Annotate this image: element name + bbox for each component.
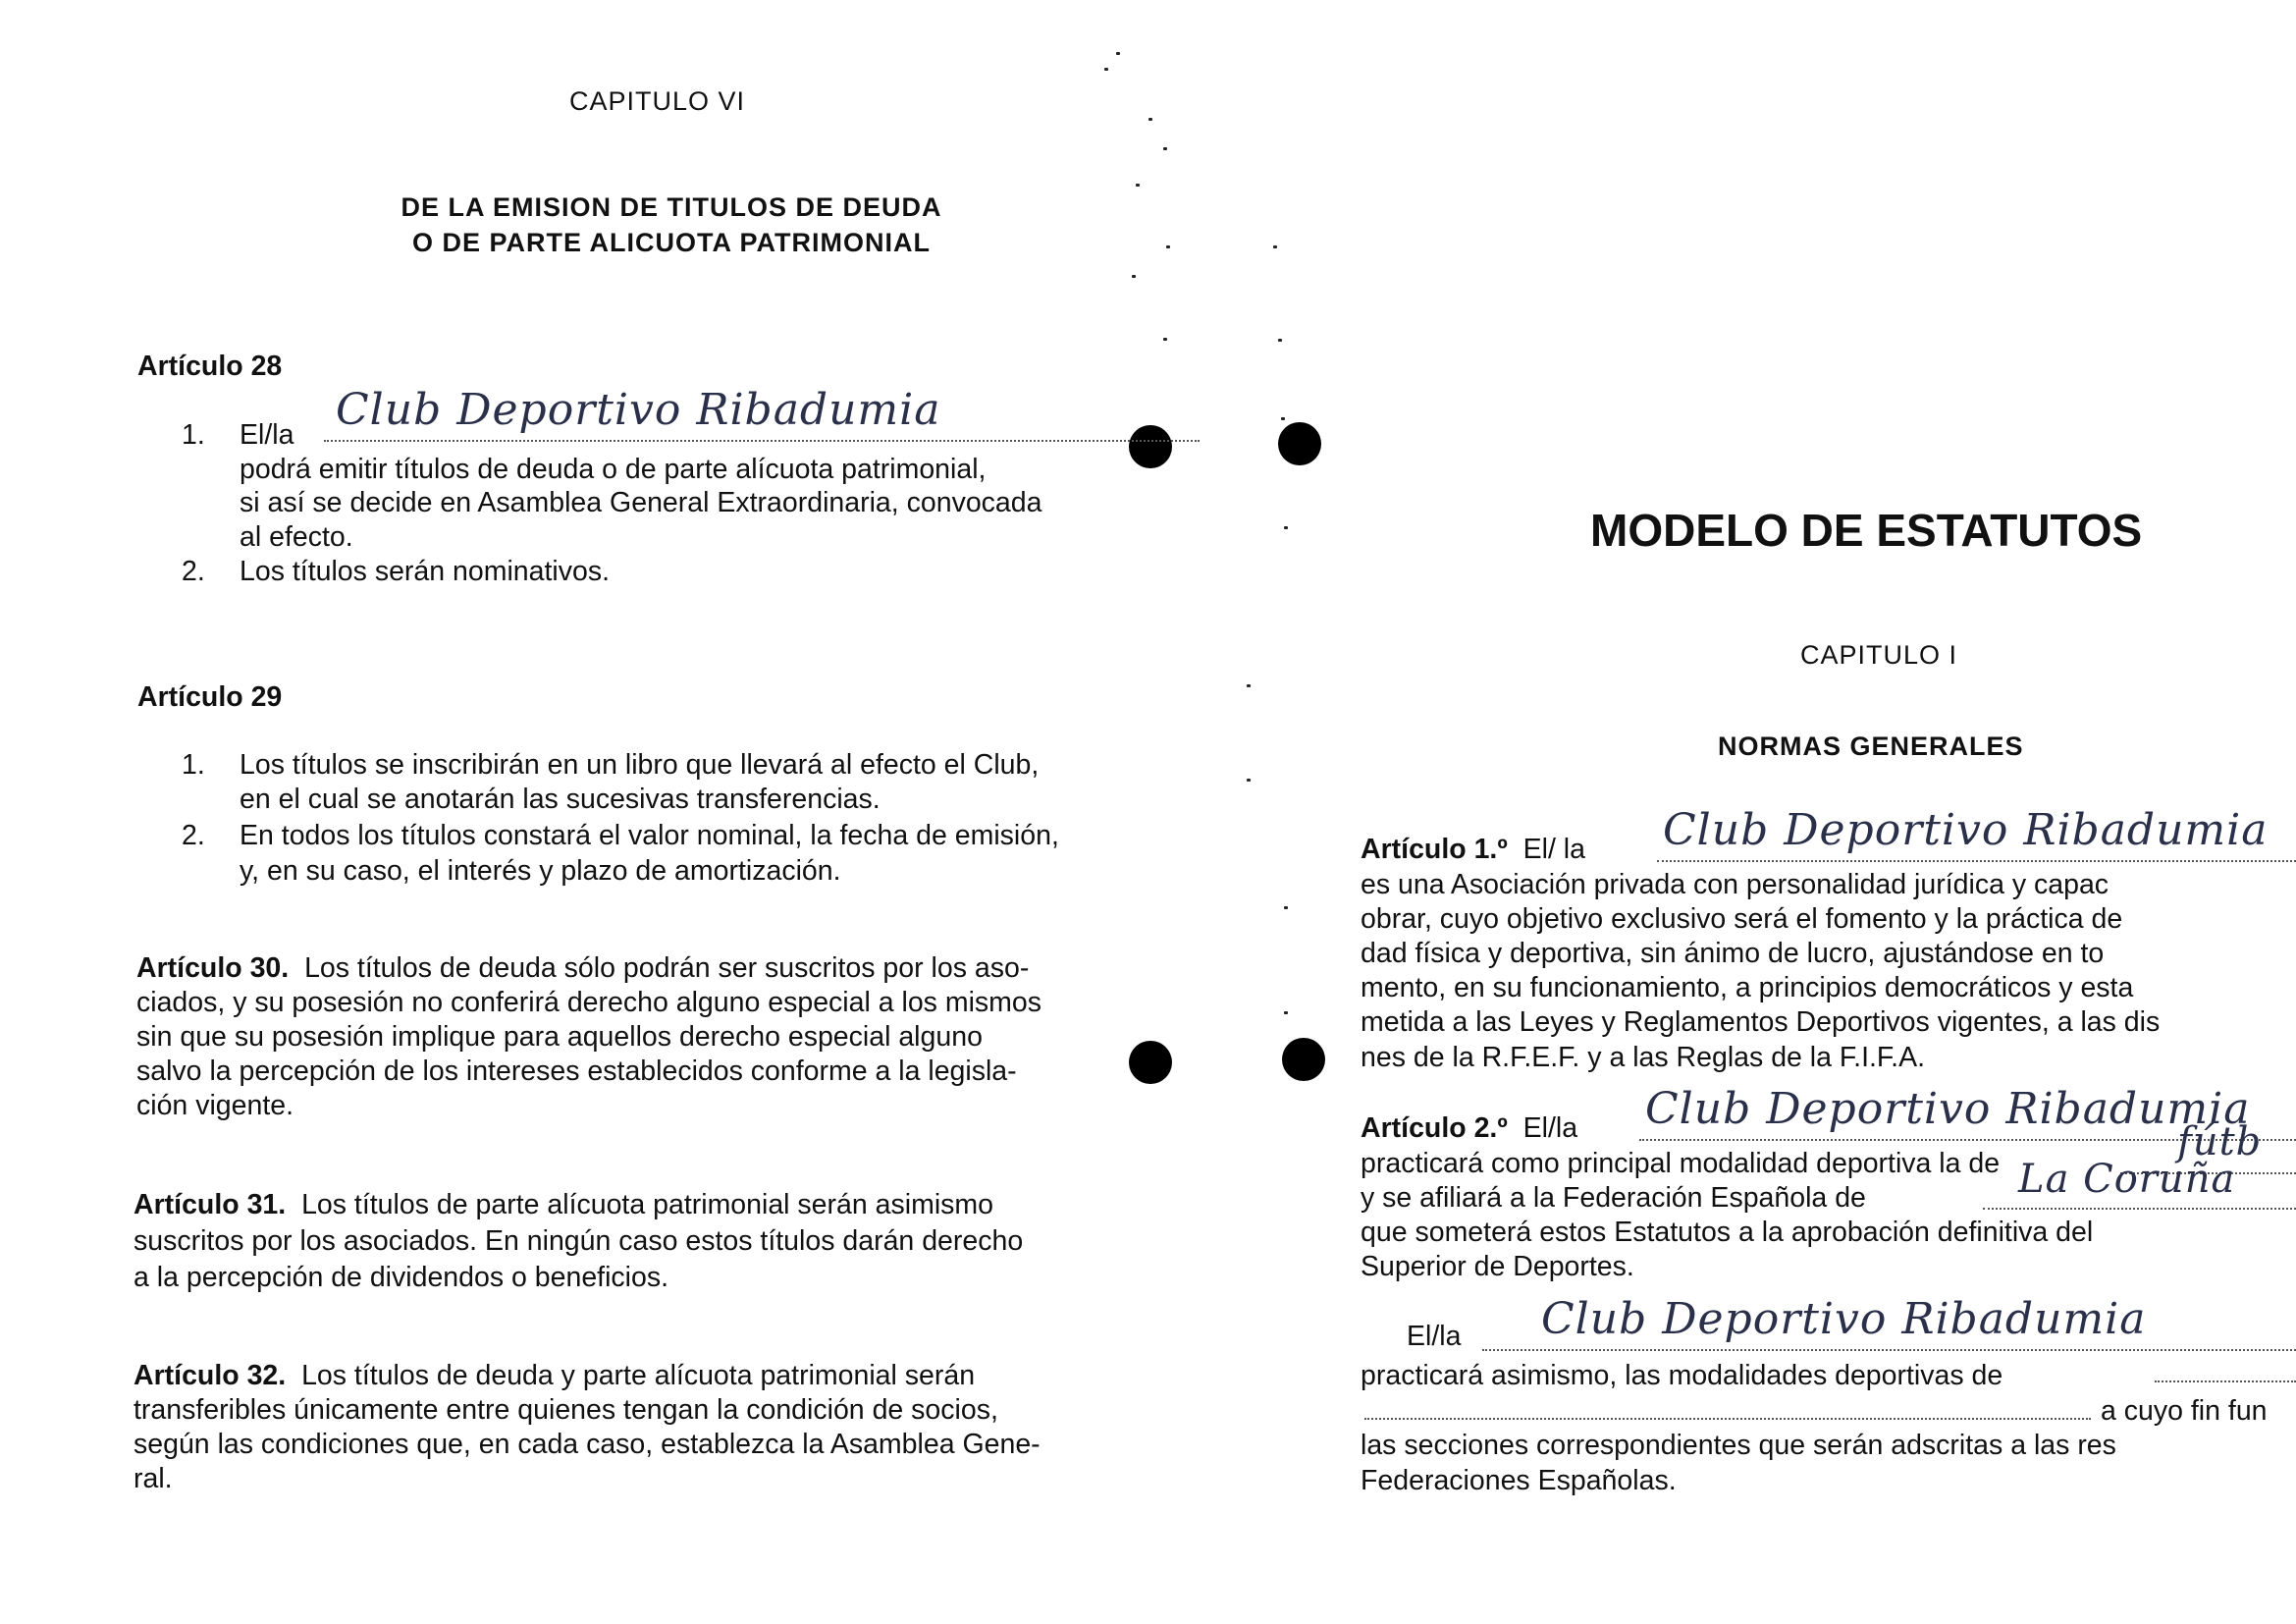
paragraph-line: sin que su posesión implique para aquellos derecho especial alguno bbox=[136, 1021, 983, 1053]
paragraph-line: ral. bbox=[133, 1463, 173, 1494]
document-title: MODELO DE ESTATUTOS bbox=[1590, 505, 2143, 556]
list-number: 2. bbox=[182, 556, 205, 587]
paragraph-line: Federaciones Españolas. bbox=[1361, 1465, 1677, 1496]
handwritten-sport: fútb bbox=[2177, 1119, 2263, 1164]
paragraph-line: Los títulos de deuda y parte alícuota patrimonial serán bbox=[301, 1360, 976, 1391]
paragraph-line: practicará como principal modalidad deportiva la de bbox=[1361, 1148, 2001, 1179]
paragraph-line: podrá emitir títulos de deuda o de parte alícuota patrimonial, bbox=[240, 454, 987, 485]
paragraph-line: mento, en su funcionamiento, a principios democráticos y esta bbox=[1361, 972, 2134, 1003]
paragraph-line: obrar, cuyo objetivo exclusivo será el fomento y la práctica de bbox=[1361, 903, 2123, 935]
paragraph-line: suscritos por los asociados. En ningún caso estos títulos darán derecho bbox=[133, 1225, 1024, 1257]
paragraph-line: Superior de Deportes. bbox=[1361, 1251, 1634, 1282]
paragraph-line: salvo la percepción de los intereses establecidos conforme a la legisla- bbox=[136, 1056, 1017, 1087]
handwritten-federation: La Coruña bbox=[2018, 1157, 2236, 1202]
paragraph-line: En todos los títulos constará el valor nominal, la fecha de emisión, bbox=[240, 820, 1059, 851]
article-2-label: Artículo 2.º bbox=[1361, 1112, 1508, 1144]
paragraph-line: las secciones correspondientes que serán adscritas a las res bbox=[1361, 1430, 2116, 1461]
fill-in-line bbox=[1983, 1157, 2296, 1210]
handwritten-club-name: Club Deportivo Ribadumia bbox=[1541, 1294, 2147, 1344]
paragraph-line: a cuyo fin fun bbox=[2101, 1395, 2268, 1427]
paragraph-line: ciados, y su posesión no conferirá derecho alguno especial a los mismos bbox=[136, 987, 1042, 1018]
fill-in-prefix: El/la bbox=[1407, 1321, 1462, 1352]
handwritten-club-name: Club Deportivo Ribadumia bbox=[1645, 1084, 2251, 1134]
paragraph-line: Los títulos de deuda sólo podrán ser suscritos por los aso- bbox=[304, 952, 1030, 984]
scan-speck bbox=[1163, 147, 1167, 150]
paragraph-line: dad física y deportiva, sin ánimo de lucro, ajustándose en to bbox=[1361, 938, 2105, 969]
paragraph-line: en el cual se anotarán las sucesivas transferencias. bbox=[240, 784, 881, 815]
paragraph-line: si así se decide en Asamblea General Extraordinaria, convocada bbox=[240, 487, 1042, 518]
fill-in-line bbox=[324, 385, 1200, 442]
paragraph-line: practicará asimismo, las modalidades deportivas de bbox=[1361, 1360, 2003, 1391]
punch-hole bbox=[1282, 1038, 1325, 1081]
fill-in-prefix: El/ la bbox=[1522, 834, 1585, 865]
article-2-start bbox=[1361, 1111, 1577, 1146]
fill-in-line bbox=[1657, 805, 2296, 862]
scan-speck bbox=[1284, 1011, 1288, 1014]
section-heading: NORMAS GENERALES bbox=[1718, 731, 2024, 761]
list-number: 1. bbox=[182, 749, 205, 781]
paragraph-line: nes de la R.F.E.F. y a las Reglas de la F.I.F.A. bbox=[1361, 1042, 1926, 1073]
article-30 bbox=[136, 951, 1206, 1123]
scan-speck bbox=[1148, 118, 1152, 121]
scan-speck bbox=[1163, 338, 1167, 341]
scan-speck bbox=[1284, 526, 1288, 529]
fill-in-line bbox=[2155, 1355, 2296, 1382]
paragraph-line: según las condiciones que, en cada caso, establezca la Asamblea Gene- bbox=[133, 1429, 1041, 1460]
section-title-line-2: O DE PARTE ALICUOTA PATRIMONIAL bbox=[412, 228, 931, 257]
scan-speck bbox=[1284, 906, 1288, 909]
scan-speck bbox=[1116, 52, 1120, 55]
paragraph-line: Los títulos de parte alícuota patrimonial serán asimismo bbox=[301, 1189, 993, 1220]
article-30-label: Artículo 30. bbox=[136, 952, 290, 984]
handwritten-club-name: Club Deportivo Ribadumia bbox=[1663, 805, 2269, 855]
chapter-heading: CAPITULO I bbox=[1800, 640, 1958, 670]
scan-speck bbox=[1132, 275, 1136, 278]
scan-speck bbox=[1104, 68, 1108, 71]
scan-speck bbox=[1278, 339, 1282, 342]
paragraph-line: transferibles únicamente entre quienes tengan la condición de socios, bbox=[133, 1394, 998, 1426]
scan-speck bbox=[1247, 779, 1251, 782]
scan-speck bbox=[1136, 184, 1140, 187]
list-number: 2. bbox=[182, 820, 205, 851]
fill-in-prefix: El/la bbox=[1522, 1112, 1578, 1144]
article-1-label: Artículo 1.º bbox=[1361, 834, 1508, 865]
scan-speck bbox=[1273, 245, 1277, 248]
article-31-label: Artículo 31. bbox=[133, 1189, 287, 1220]
paragraph-line: y, en su caso, el interés y plazo de amortización. bbox=[240, 855, 841, 887]
handwritten-club-name: Club Deportivo Ribadumia bbox=[336, 385, 941, 435]
article-31 bbox=[133, 1187, 1203, 1296]
paragraph-line: metida a las Leyes y Reglamentos Deportivos vigentes, a las dis bbox=[1361, 1006, 2161, 1038]
paragraph-line: es una Asociación privada con personalidad jurídica y capac bbox=[1361, 869, 2109, 900]
scan-speck bbox=[1281, 417, 1285, 420]
paragraph-line: ción vigente. bbox=[136, 1090, 294, 1121]
chapter-heading: CAPITULO VI bbox=[569, 86, 746, 116]
scan-speck bbox=[1166, 245, 1170, 248]
article-1-start bbox=[1361, 833, 1585, 867]
article-32 bbox=[133, 1359, 1203, 1496]
scan-speck bbox=[1247, 684, 1251, 687]
fill-in-line bbox=[1364, 1392, 2091, 1420]
paragraph-line: al efecto. bbox=[240, 521, 353, 553]
paragraph-line: y se afiliará a la Federación Española de bbox=[1361, 1182, 1866, 1214]
paragraph-line: que someterá estos Estatutos a la aprobación definitiva del bbox=[1361, 1217, 2094, 1248]
fill-in-line bbox=[1482, 1294, 2296, 1351]
paragraph-line: Los títulos serán nominativos. bbox=[240, 556, 611, 587]
list-number: 1. bbox=[182, 419, 205, 451]
article-28-heading: Artículo 28 bbox=[137, 351, 283, 382]
paragraph-line: Los títulos se inscribirán en un libro que llevará al efecto el Club, bbox=[240, 749, 1040, 781]
punch-hole bbox=[1278, 422, 1321, 465]
section-title-line-1: DE LA EMISION DE TITULOS DE DEUDA bbox=[400, 192, 942, 222]
paragraph-line: a la percepción de dividendos o beneficios. bbox=[133, 1262, 669, 1293]
fill-in-prefix: El/la bbox=[240, 419, 294, 451]
article-29-heading: Artículo 29 bbox=[137, 681, 283, 713]
article-32-label: Artículo 32. bbox=[133, 1360, 287, 1391]
